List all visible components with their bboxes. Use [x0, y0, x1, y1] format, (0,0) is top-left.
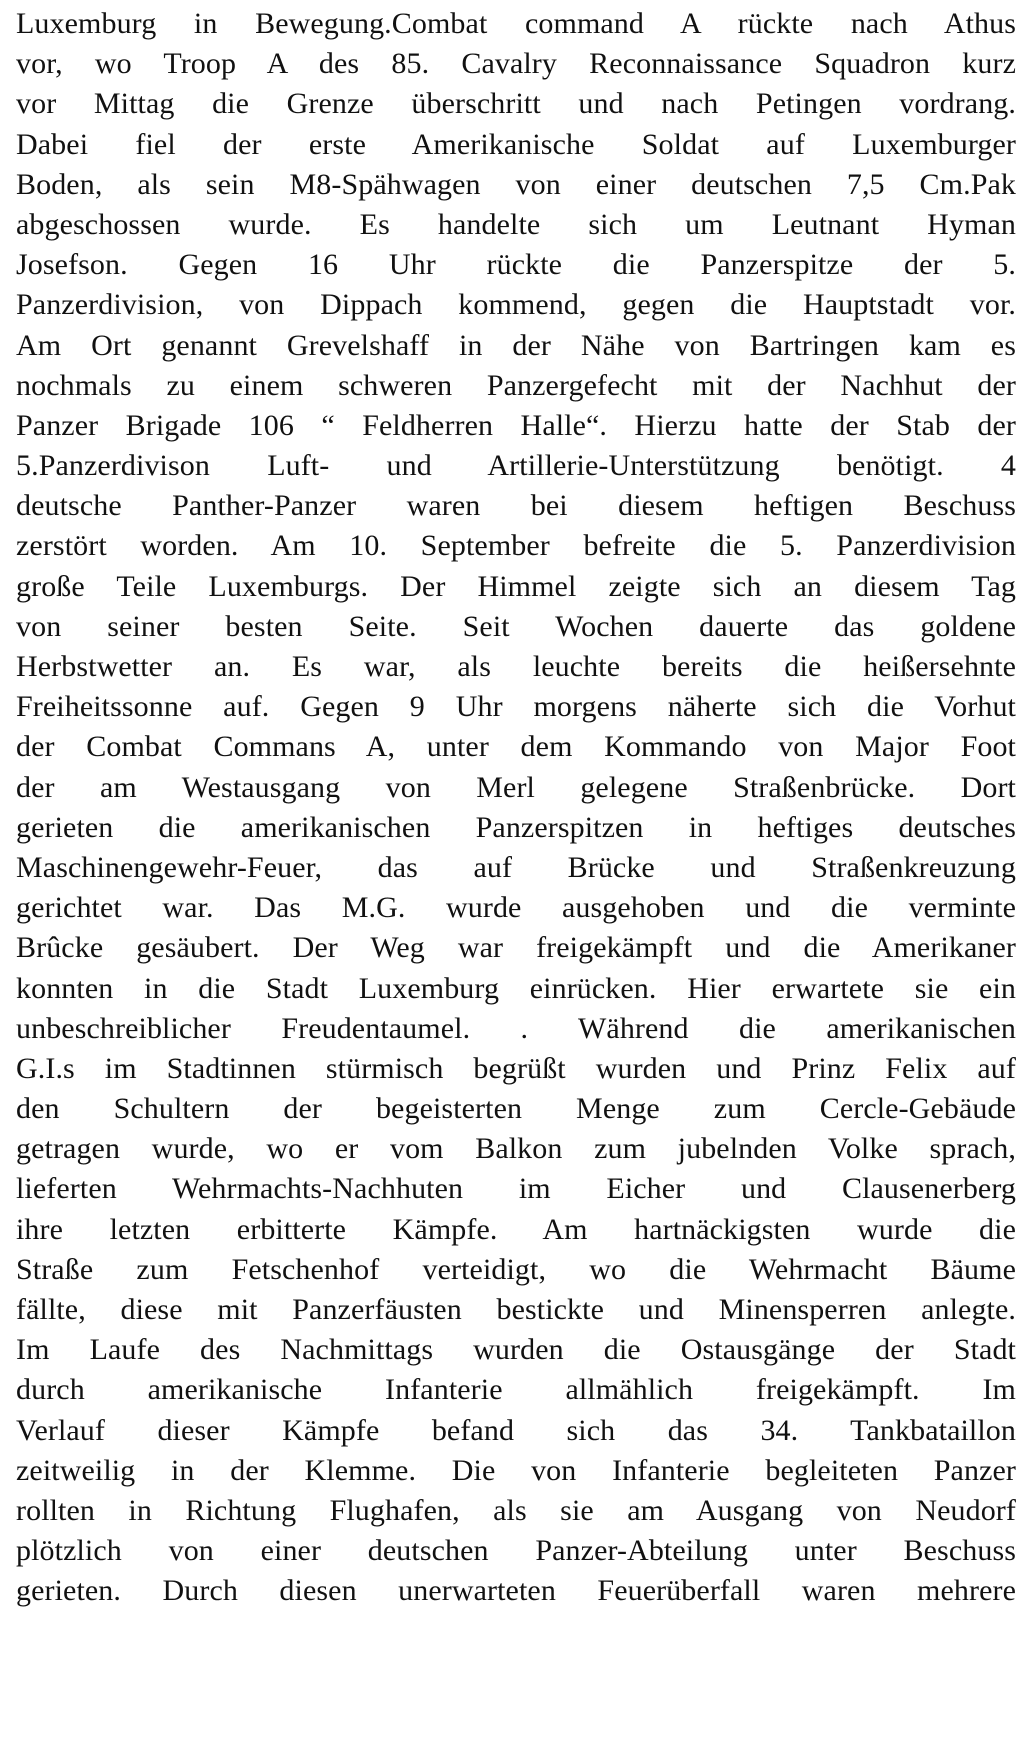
- text-line: plötzlich von einer deutschen Panzer-Abteilung unter Beschuss: [16, 1534, 1016, 1568]
- text-line: Verlauf dieser Kämpfe befand sich das 34. Tankbataillon: [16, 1413, 1016, 1447]
- text-line: fällte, diese mit Panzerfäusten bestickte und Minensperren anlegte.: [16, 1293, 1016, 1326]
- text-line: der am Westausgang von Merl gelegene Straßenbrücke. Dort: [16, 770, 1016, 804]
- text-line: Panzerdivision, von Dippach kommend, gegen die Hauptstadt vor.: [16, 288, 1016, 322]
- text-line: Panzer Brigade 106 “ Feldherren Halle“. Hierzu hatte der Stab der: [16, 408, 1016, 442]
- text-line: unbeschreiblicher Freudentaumel. . Während die amerikanischen: [16, 1011, 1016, 1045]
- document-page: [16, 4, 1016, 1734]
- text-line: gerieten die amerikanischen Panzerspitzen in heftiges deutsches: [16, 810, 1016, 844]
- text-line: Straße zum Fetschenhof verteidigt, wo die Wehrmacht Bäume: [16, 1252, 1016, 1286]
- text-line: von seiner besten Seite. Seit Wochen dauerte das goldene: [16, 609, 1016, 643]
- text-line: Maschinengewehr-Feuer, das auf Brücke und Straßenkreuzung: [16, 850, 1016, 884]
- text-line: Josefson. Gegen 16 Uhr rückte die Panzerspitze der 5.: [16, 248, 1016, 282]
- text-line: Luxemburg in Bewegung.Combat command A rückte nach Athus: [16, 7, 1016, 40]
- text-line: durch amerikanische Infanterie allmählich freigekämpft. Im: [16, 1373, 1016, 1407]
- text-line: rollten in Richtung Flughafen, als sie am Ausgang von Neudorf: [16, 1493, 1016, 1527]
- text-line: abgeschossen wurde. Es handelte sich um Leutnant Hyman: [16, 207, 1016, 241]
- text-line: gerieten. Durch diesen unerwarteten Feuerüberfall waren mehrere: [16, 1574, 1016, 1608]
- text-line: große Teile Luxemburgs. Der Himmel zeigte sich an diesem Tag: [16, 569, 1016, 603]
- text-line: G.I.s im Stadtinnen stürmisch begrüßt wurden und Prinz Felix auf: [16, 1051, 1016, 1085]
- text-line: deutsche Panther-Panzer waren bei diesem heftigen Beschuss: [16, 489, 1016, 523]
- text-line: ihre letzten erbitterte Kämpfe. Am hartnäckigsten wurde die: [16, 1212, 1016, 1246]
- text-line: Boden, als sein M8-Spähwagen von einer deutschen 7,5 Cm.Pak: [16, 167, 1016, 201]
- text-line: 5.Panzerdivison Luft- und Artillerie-Unterstützung benötigt. 4: [16, 449, 1016, 483]
- text-line: den Schultern der begeisterten Menge zum Cercle-Gebäude: [16, 1092, 1016, 1126]
- text-line: der Combat Commans A, unter dem Kommando von Major Foot: [16, 730, 1016, 764]
- text-line: getragen wurde, wo er vom Balkon zum jubelnden Volke sprach,: [16, 1132, 1016, 1166]
- text-line: Dabei fiel der erste Amerikanische Soldat auf Luxemburger: [16, 127, 1016, 161]
- text-line: Im Laufe des Nachmittags wurden die Ostausgänge der Stadt: [16, 1333, 1016, 1367]
- text-line: nochmals zu einem schweren Panzergefecht mit der Nachhut der: [16, 368, 1016, 402]
- text-line: zeitweilig in der Klemme. Die von Infanterie begleiteten Panzer: [16, 1453, 1016, 1487]
- text-line: gerichtet war. Das M.G. wurde ausgehoben und die verminte: [16, 891, 1016, 925]
- text-line: konnten in die Stadt Luxemburg einrücken. Hier erwartete sie ein: [16, 971, 1016, 1005]
- text-line: lieferten Wehrmachts-Nachhuten im Eicher und Clausenerberg: [16, 1172, 1016, 1206]
- text-line: Herbstwetter an. Es war, als leuchte bereits die heißersehnte: [16, 650, 1016, 683]
- text-line: Freiheitssonne auf. Gegen 9 Uhr morgens näherte sich die Vorhut: [16, 690, 1016, 724]
- text-line: Am Ort genannt Grevelshaff in der Nähe von Bartringen kam es: [16, 328, 1016, 362]
- text-line: vor Mittag die Grenze überschritt und nach Petingen vordrang.: [16, 87, 1016, 121]
- document-text: [16, 4, 1016, 1612]
- text-line: vor, wo Troop A des 85. Cavalry Reconnaissance Squadron kurz: [16, 47, 1016, 81]
- text-line: zerstört worden. Am 10. September befreite die 5. Panzerdivision: [16, 529, 1016, 563]
- text-line: Brûcke gesäubert. Der Weg war freigekämpft und die Amerikaner: [16, 931, 1016, 965]
